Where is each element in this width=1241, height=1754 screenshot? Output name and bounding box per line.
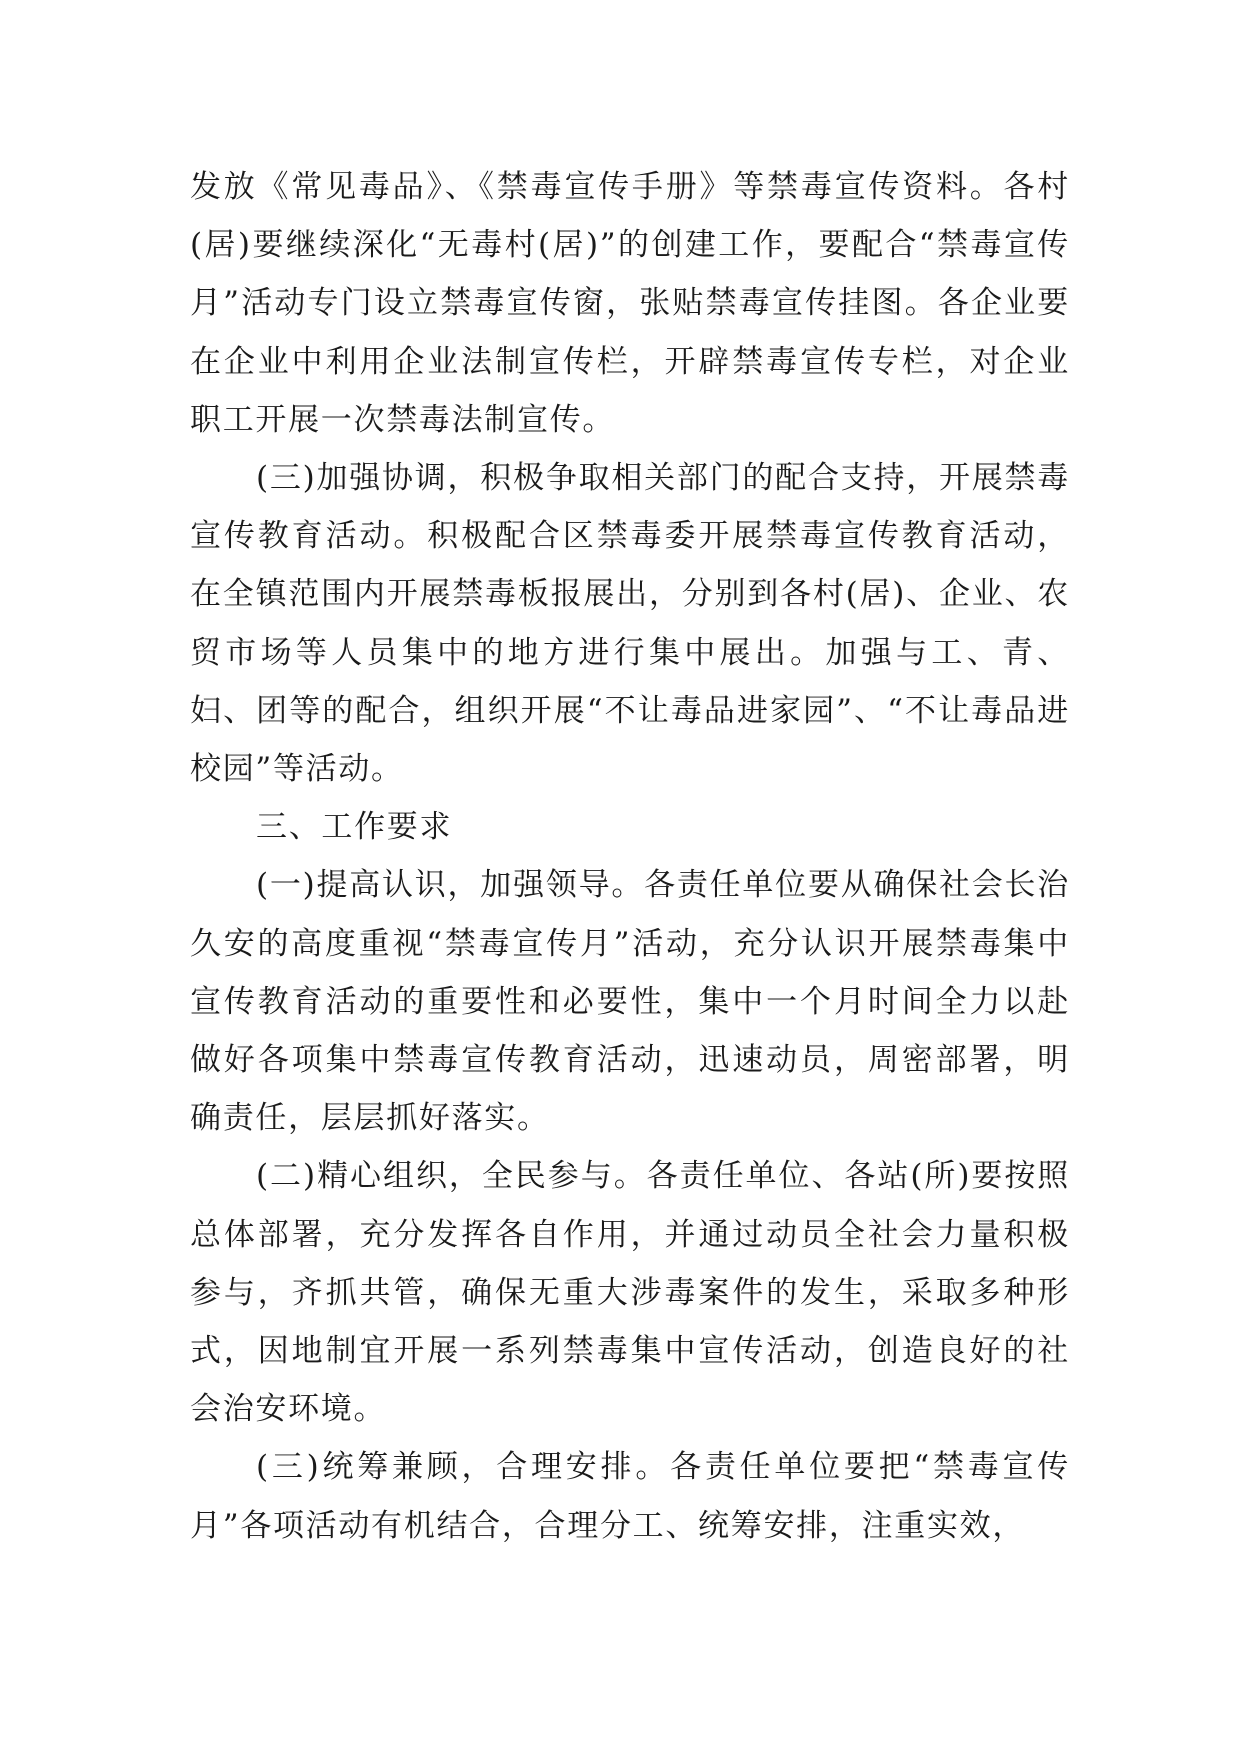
paragraph-item-3-coordination: (三)加强协调，积极争取相关部门的配合支持，开展禁毒宣传教育活动。积极配合区禁毒委开展禁毒宣传教育活动，在全镇范围内开展禁毒板报展出，分别到各村(居)、企业、农贸市场等人员集中的地方进行集中展出。加强与工、青、妇、团等的配合，组织开展“不让毒品进家园”、“不让毒品进校园”等活动。: [190, 460, 1070, 788]
paragraph-requirement-1: (一)提高认识，加强领导。各责任单位要从确保社会长治久安的高度重视“禁毒宣传月”活动，充分认识开展禁毒集中宣传教育活动的重要性和必要性，集中一个月时间全力以赴做好各项集中禁毒宣传教育活动，迅速动员，周密部署，明确责任，层层抓好落实。: [190, 867, 1070, 1137]
section-heading-work-requirements: 三、工作要求: [256, 809, 453, 846]
document-body: [190, 158, 1070, 1555]
paragraph-continued: 发放《常见毒品》、《禁毒宣传手册》等禁毒宣传资料。各村(居)要继续深化“无毒村(居)”的创建工作，要配合“禁毒宣传月”活动专门设立禁毒宣传窗，张贴禁毒宣传挂图。各企业要在企业中利用企业法制宣传栏，开辟禁毒宣传专栏，对企业职工开展一次禁毒法制宣传。: [190, 169, 1070, 438]
paragraph-requirement-3: (三)统筹兼顾，合理安排。各责任单位要把“禁毒宣传月”各项活动有机结合，合理分工、统筹安排，注重实效，: [190, 1449, 1070, 1544]
paragraph-requirement-2: (二)精心组织，全民参与。各责任单位、各站(所)要按照总体部署，充分发挥各自作用，并通过动员全社会力量积极参与，齐抓共管，确保无重大涉毒案件的发生，采取多种形式，因地制宜开展一系列禁毒集中宣传活动，创造良好的社会治安环境。: [190, 1158, 1070, 1428]
